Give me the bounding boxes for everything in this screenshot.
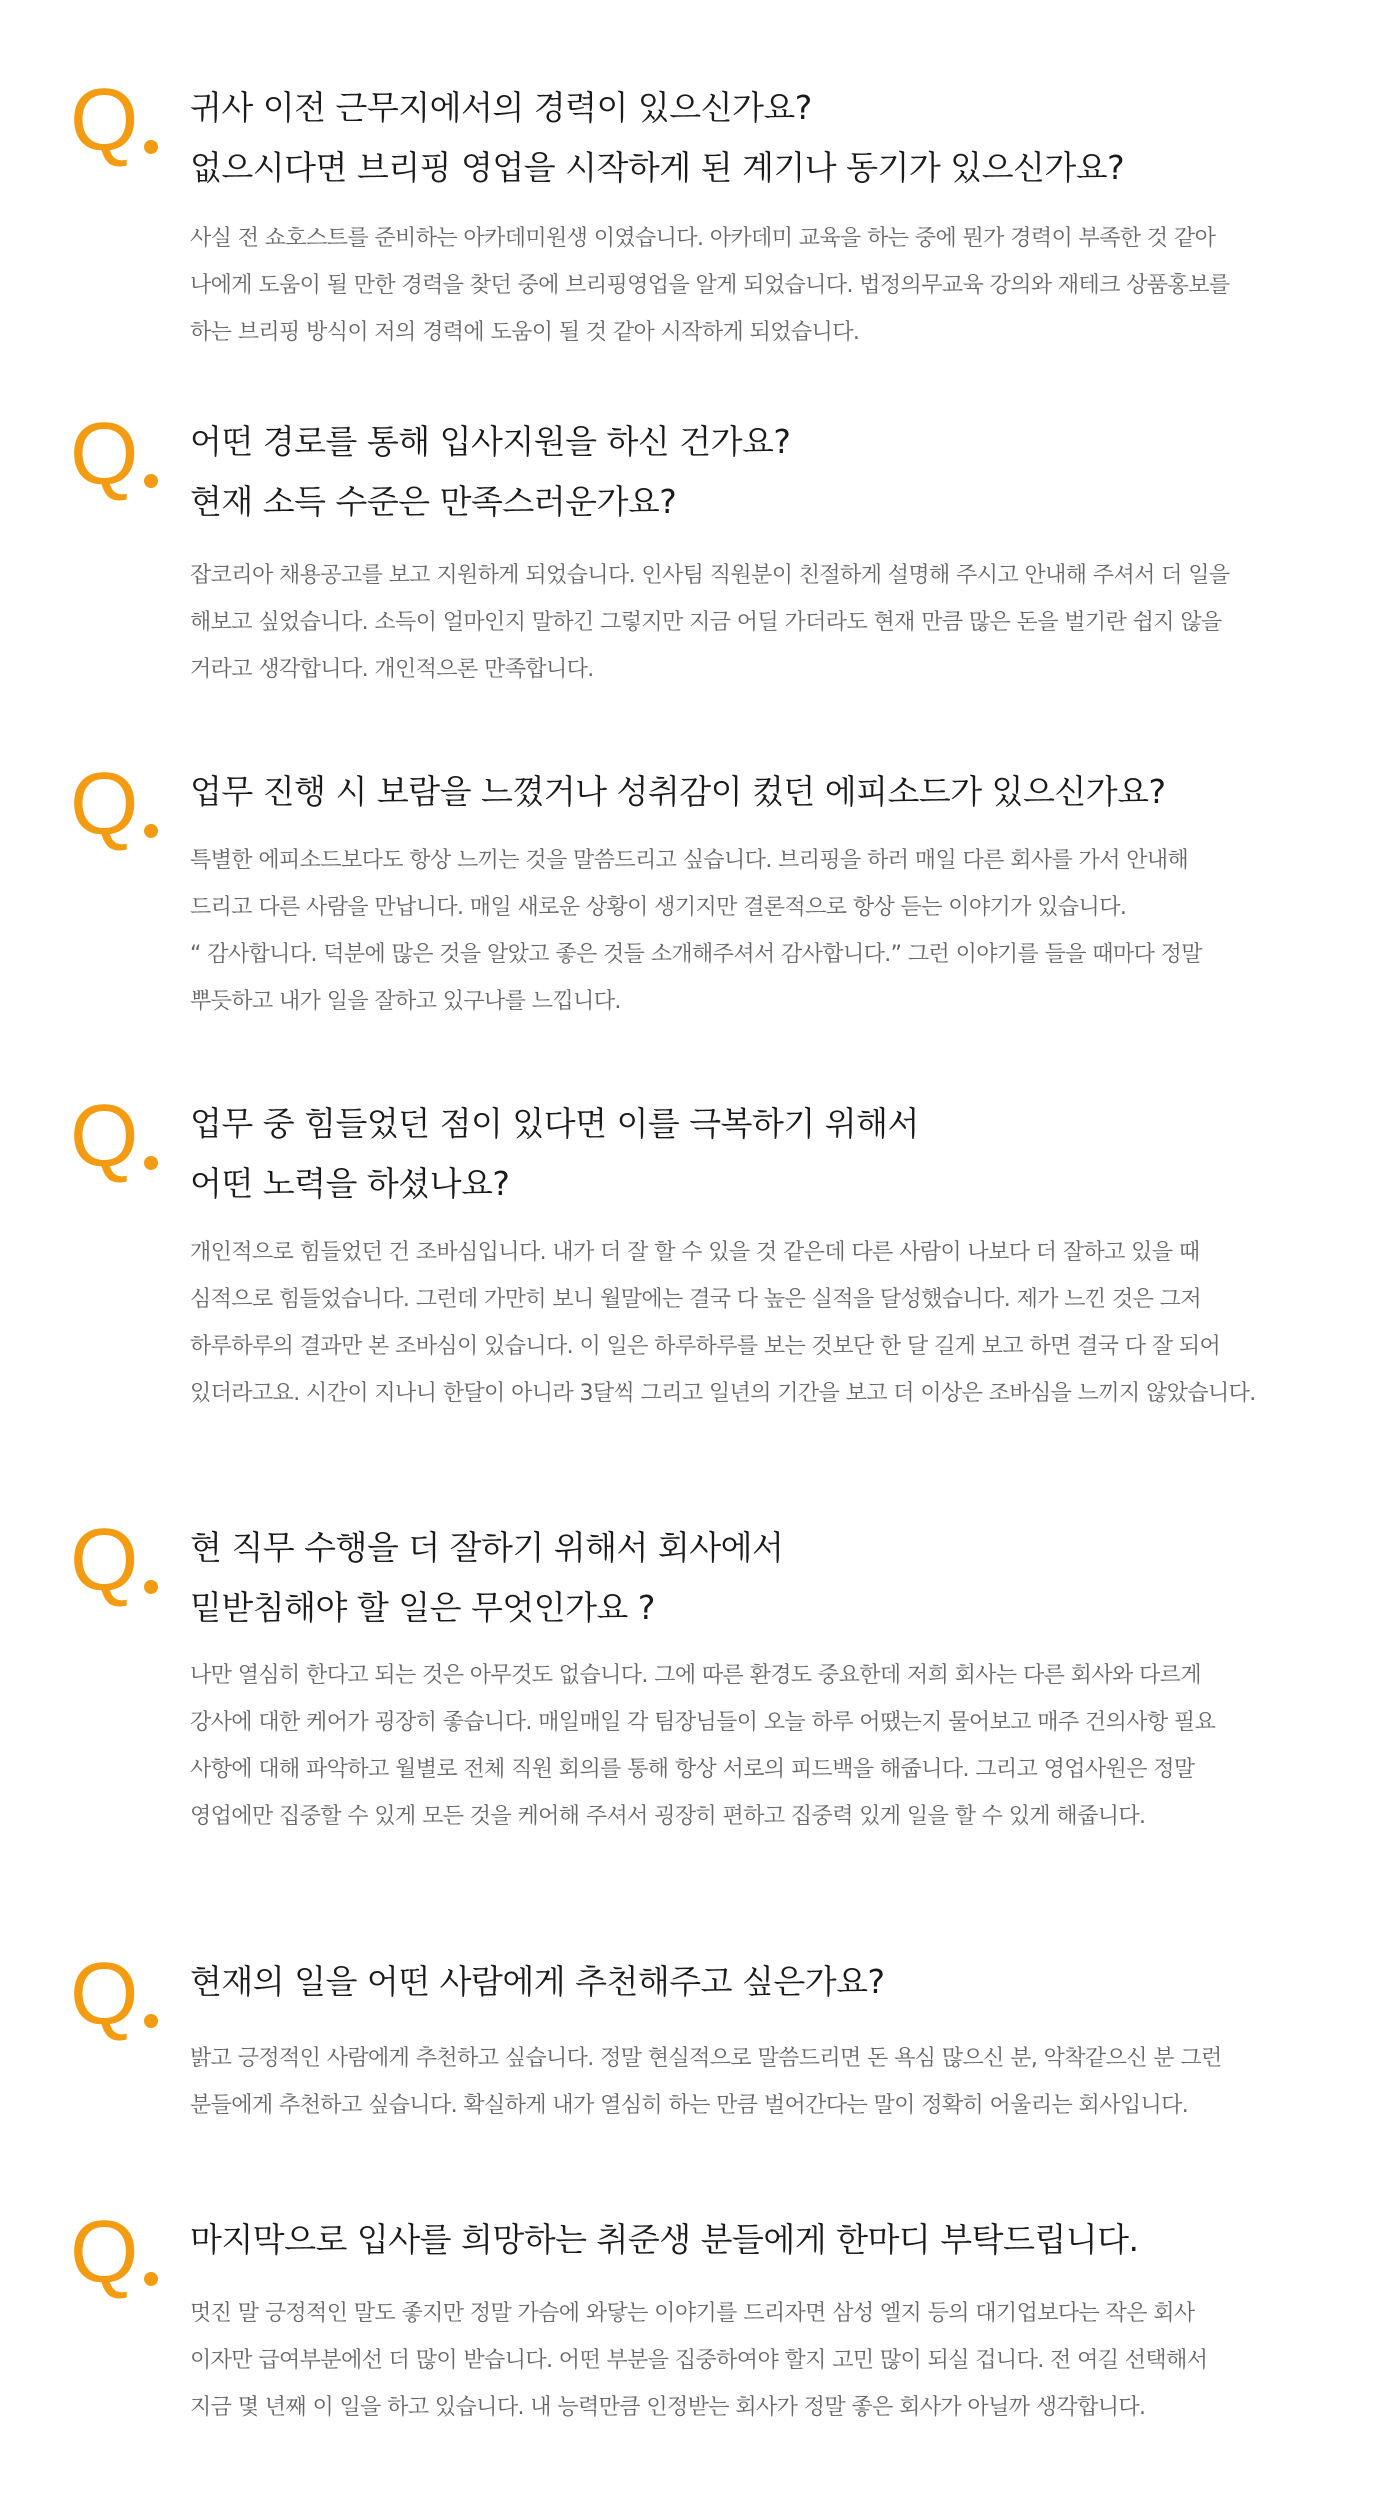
q-mark-icon: Q [70, 1518, 170, 1614]
question [190, 2210, 1330, 2270]
answer [190, 552, 1340, 693]
answer-line: 밝고 긍정적인 사람에게 추천하고 싶습니다. 정말 현실적으로 말씀드리면 돈 욕심 많으신 분, 악착같으신 분 그런 [190, 2046, 1222, 2071]
question-line: 현재의 일을 어떤 사람에게 추천해주고 싶은가요? [190, 1962, 885, 2001]
question-line: 어떤 경로를 통해 입사지원을 하신 건가요? [190, 422, 791, 461]
answer-line: 있더라고요. 시간이 지나니 한달이 아니라 3달씩 그리고 일년의 기간을 보고 더 이상은 조바심을 느끼지 않았습니다. [190, 1381, 1256, 1406]
question-line: 없으시다면 브리핑 영업을 시작하게 된 계기나 동기가 있으신가요? [190, 148, 1125, 187]
question-line: 업무 중 힘들었던 점이 있다면 이를 극복하기 위해서 [190, 1104, 919, 1143]
answer-line: 해보고 싶었습니다. 소득이 얼마인지 말하긴 그렇지만 지금 어딜 가더라도 현재 만큼 많은 돈을 벌기란 쉽지 않을 [190, 610, 1222, 635]
answer-line: 나만 열심히 한다고 되는 것은 아무것도 없습니다. 그에 따른 환경도 중요한데 저희 회사는 다른 회사와 다르게 [190, 1663, 1201, 1688]
answer-line: 개인적으로 힘들었던 건 조바심입니다. 내가 더 잘 할 수 있을 것 같은데 다른 사람이 나보다 더 잘하고 있을 때 [190, 1240, 1200, 1265]
answer-line: 영업에만 집중할 수 있게 모든 것을 케어해 주셔서 굉장히 편하고 집중력 있게 일을 할 수 있게 해줍니다. [190, 1804, 1146, 1829]
question [190, 412, 1330, 532]
answer-line: 나에게 도움이 될 만한 경력을 찾던 중에 브리핑영업을 알게 되었습니다. 법정의무교육 강의와 재테크 상품홍보를 [190, 273, 1230, 298]
question-line: 현재 소득 수준은 만족스러운가요? [190, 482, 677, 521]
answer-line: 멋진 말 긍정적인 말도 좋지만 정말 가슴에 와닿는 이야기를 드리자면 삼성 엘지 등의 대기업보다는 작은 회사 [190, 2301, 1195, 2326]
answer-line: 이자만 급여부분에선 더 많이 받습니다. 어떤 부분을 집중하여야 할지 고민 많이 되실 겁니다. 전 여길 선택해서 [190, 2348, 1208, 2373]
answer-line: 하루하루의 결과만 본 조바심이 있습니다. 이 일은 하루하루를 보는 것보단 한 달 길게 보고 하면 결국 다 잘 되어 [190, 1334, 1221, 1359]
question-line: 어떤 노력을 하셨나요? [190, 1164, 510, 1203]
answer [190, 215, 1340, 356]
question-line: 귀사 이전 근무지에서의 경력이 있으신가요? [190, 88, 812, 127]
q-mark-icon: Q [70, 1952, 170, 2048]
answer-line: 드리고 다른 사람을 만납니다. 매일 새로운 상황이 생기지만 결론적으로 항상 듣는 이야기가 있습니다. [190, 895, 1127, 920]
answer [190, 1229, 1340, 1417]
question-line: 현 직무 수행을 더 잘하기 위해서 회사에서 [190, 1528, 784, 1567]
question-line: 업무 진행 시 보람을 느꼈거나 성취감이 컸던 에피소드가 있으신가요? [190, 772, 1166, 811]
answer-line: 사실 전 쇼호스트를 준비하는 아카데미원생 이였습니다. 아카데미 교육을 하는 중에 뭔가 경력이 부족한 것 같아 [190, 226, 1216, 251]
answer [190, 1652, 1340, 1840]
answer-line: 지금 몇 년째 이 일을 하고 있습니다. 내 능력만큼 인정받는 회사가 정말 좋은 회사가 아닐까 생각합니다. [190, 2395, 1146, 2420]
question-line: 마지막으로 입사를 희망하는 취준생 분들에게 한마디 부탁드립니다. [190, 2220, 1139, 2259]
q-mark-icon: Q [70, 762, 170, 858]
answer-line: 사항에 대해 파악하고 월별로 전체 직원 회의를 통해 항상 서로의 피드백을 해줍니다. 그리고 영업사원은 정말 [190, 1757, 1195, 1782]
answer-line: 분들에게 추천하고 싶습니다. 확실하게 내가 열심히 하는 만큼 벌어간다는 말이 정확히 어울리는 회사입니다. [190, 2093, 1189, 2118]
answer [190, 837, 1340, 1025]
answer-line: “ 감사합니다. 덕분에 많은 것을 알았고 좋은 것들 소개해주셔서 감사합니다.” 그런 이야기를 들을 때마다 정말 [190, 942, 1202, 967]
q-mark-icon: Q [70, 2210, 170, 2306]
question [190, 762, 1330, 822]
question [190, 1518, 1330, 1638]
answer-line: 특별한 에피소드보다도 항상 느끼는 것을 말씀드리고 싶습니다. 브리핑을 하러 매일 다른 회사를 가서 안내해 [190, 848, 1189, 873]
answer-line: 뿌듯하고 내가 일을 잘하고 있구나를 느낍니다. [190, 989, 621, 1014]
answer-line: 잡코리아 채용공고를 보고 지원하게 되었습니다. 인사팀 직원분이 친절하게 설명해 주시고 안내해 주셔서 더 일을 [190, 563, 1230, 588]
answer-line: 하는 브리핑 방식이 저의 경력에 도움이 될 것 같아 시작하게 되었습니다. [190, 320, 860, 345]
question-line: 밑받침해야 할 일은 무엇인가요 ? [190, 1588, 655, 1627]
answer-line: 거라고 생각합니다. 개인적으론 만족합니다. [190, 657, 594, 682]
q-mark-icon: Q [70, 78, 170, 174]
answer [190, 2290, 1340, 2431]
answer-line: 강사에 대한 케어가 굉장히 좋습니다. 매일매일 각 팀장님들이 오늘 하루 어땠는지 물어보고 매주 건의사항 필요 [190, 1710, 1216, 1735]
answer [190, 2035, 1340, 2129]
question [190, 1952, 1330, 2012]
q-mark-icon: Q [70, 1094, 170, 1190]
answer-line: 심적으로 힘들었습니다. 그런데 가만히 보니 월말에는 결국 다 높은 실적을 달성했습니다. 제가 느낀 것은 그저 [190, 1287, 1201, 1312]
question [190, 1094, 1330, 1214]
q-mark-icon: Q [70, 412, 170, 508]
question [190, 78, 1330, 198]
